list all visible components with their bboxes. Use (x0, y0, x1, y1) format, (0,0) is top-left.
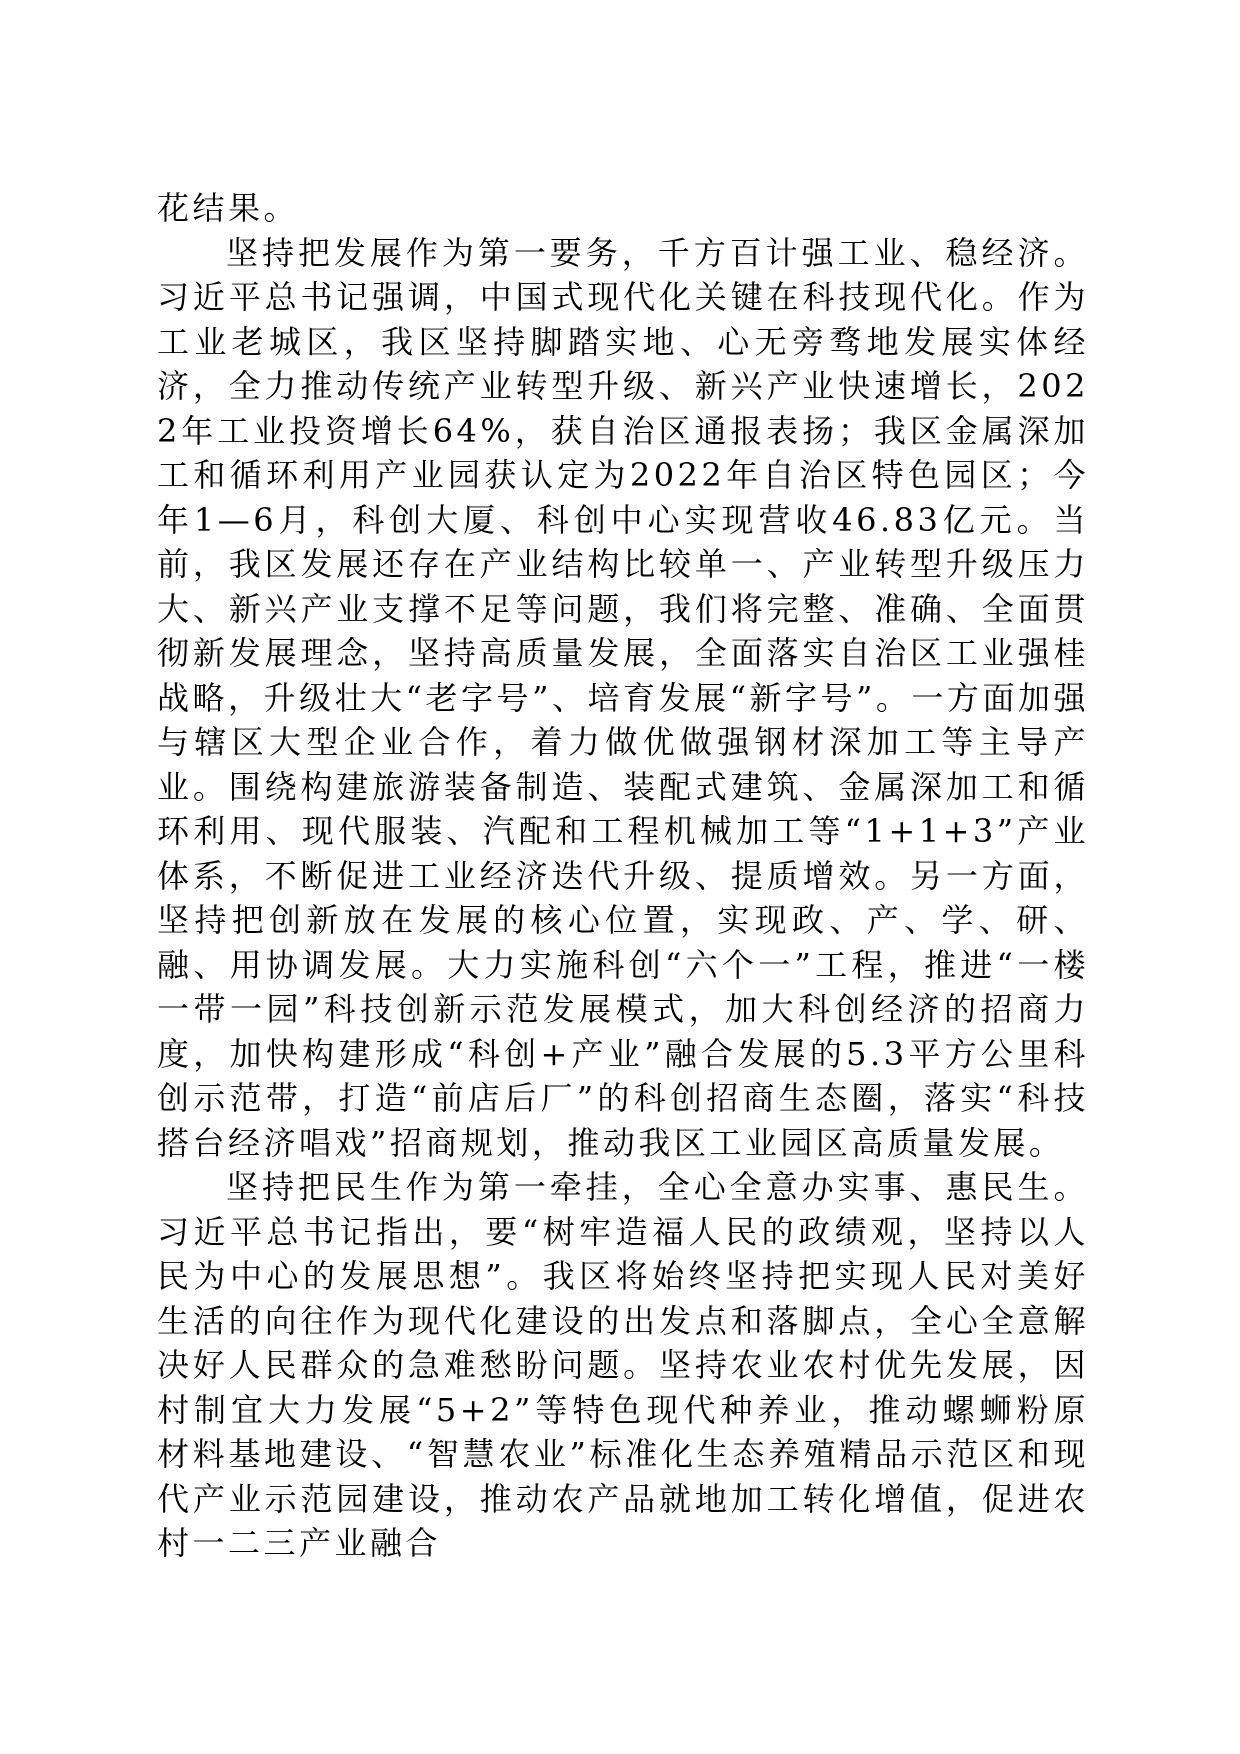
paragraph-continuation: 花结果。 (157, 189, 300, 227)
paragraph-development: 坚持把发展作为第一要务，千方百计强工业、稳经济。习近平总书记强调，中国式现代化关键在科技现代化。作为工业老城区，我区坚持脚踏实地、心无旁骛地发展实体经济，全力推动传统产业转型升级、新兴产业快速增长，2022年工业投资增长64%，获自治区通报表扬；我区金属深加工和循环利用产业园获认定为2022年自治区特色园区；今年1—6月，科创大厦、科创中心实现营收46.83亿元。当前，我区发展还存在产业结构比较单一、产业转型升级压力大、新兴产业支撑不足等问题，我们将完整、准确、全面贯彻新发展理念，坚持高质量发展，全面落实自治区工业强桂战略，升级壮大“老字号”、培育发展“新字号”。一方面加强与辖区大型企业合作，着力做优做强钢材深加工等主导产业。围绕构建旅游装备制造、装配式建筑、金属深加工和循环利用、现代服装、汽配和工程机械加工等“1+1+3”产业体系，不断促进工业经济迭代升级、提质增效。另一方面，坚持把创新放在发展的核心位置，实现政、产、学、研、融、用协调发展。大力实施科创“六个一”工程，推进“一楼一带一园”科技创新示范发展模式，加大科创经济的招商力度，加快构建形成“科创+产业”融合发展的5.3平方公里科创示范带，打造“前店后厂”的科创招商生态圈，落实“科技搭台经济唱戏”招商规划，推动我区工业园区高质量发展。 (157, 233, 1089, 1162)
document-body (157, 186, 1089, 1566)
paragraph-livelihood: 坚持把民生作为第一牵挂，全心全意办实事、惠民生。习近平总书记指出，要“树牢造福人民的政绩观，坚持以人民为中心的发展思想”。我区将始终坚持把实现人民对美好生活的向往作为现代化建设的出发点和落脚点，全心全意解决好人民群众的急难愁盼问题。坚持农业农村优先发展，因村制宜大力发展“5+2”等特色现代种养业，推动螺蛳粉原材料基地建设、“智慧农业”标准化生态养殖精品示范区和现代产业示范园建设，推动农产品就地加工转化增值，促进农村一二三产业融合 (157, 1168, 1089, 1562)
